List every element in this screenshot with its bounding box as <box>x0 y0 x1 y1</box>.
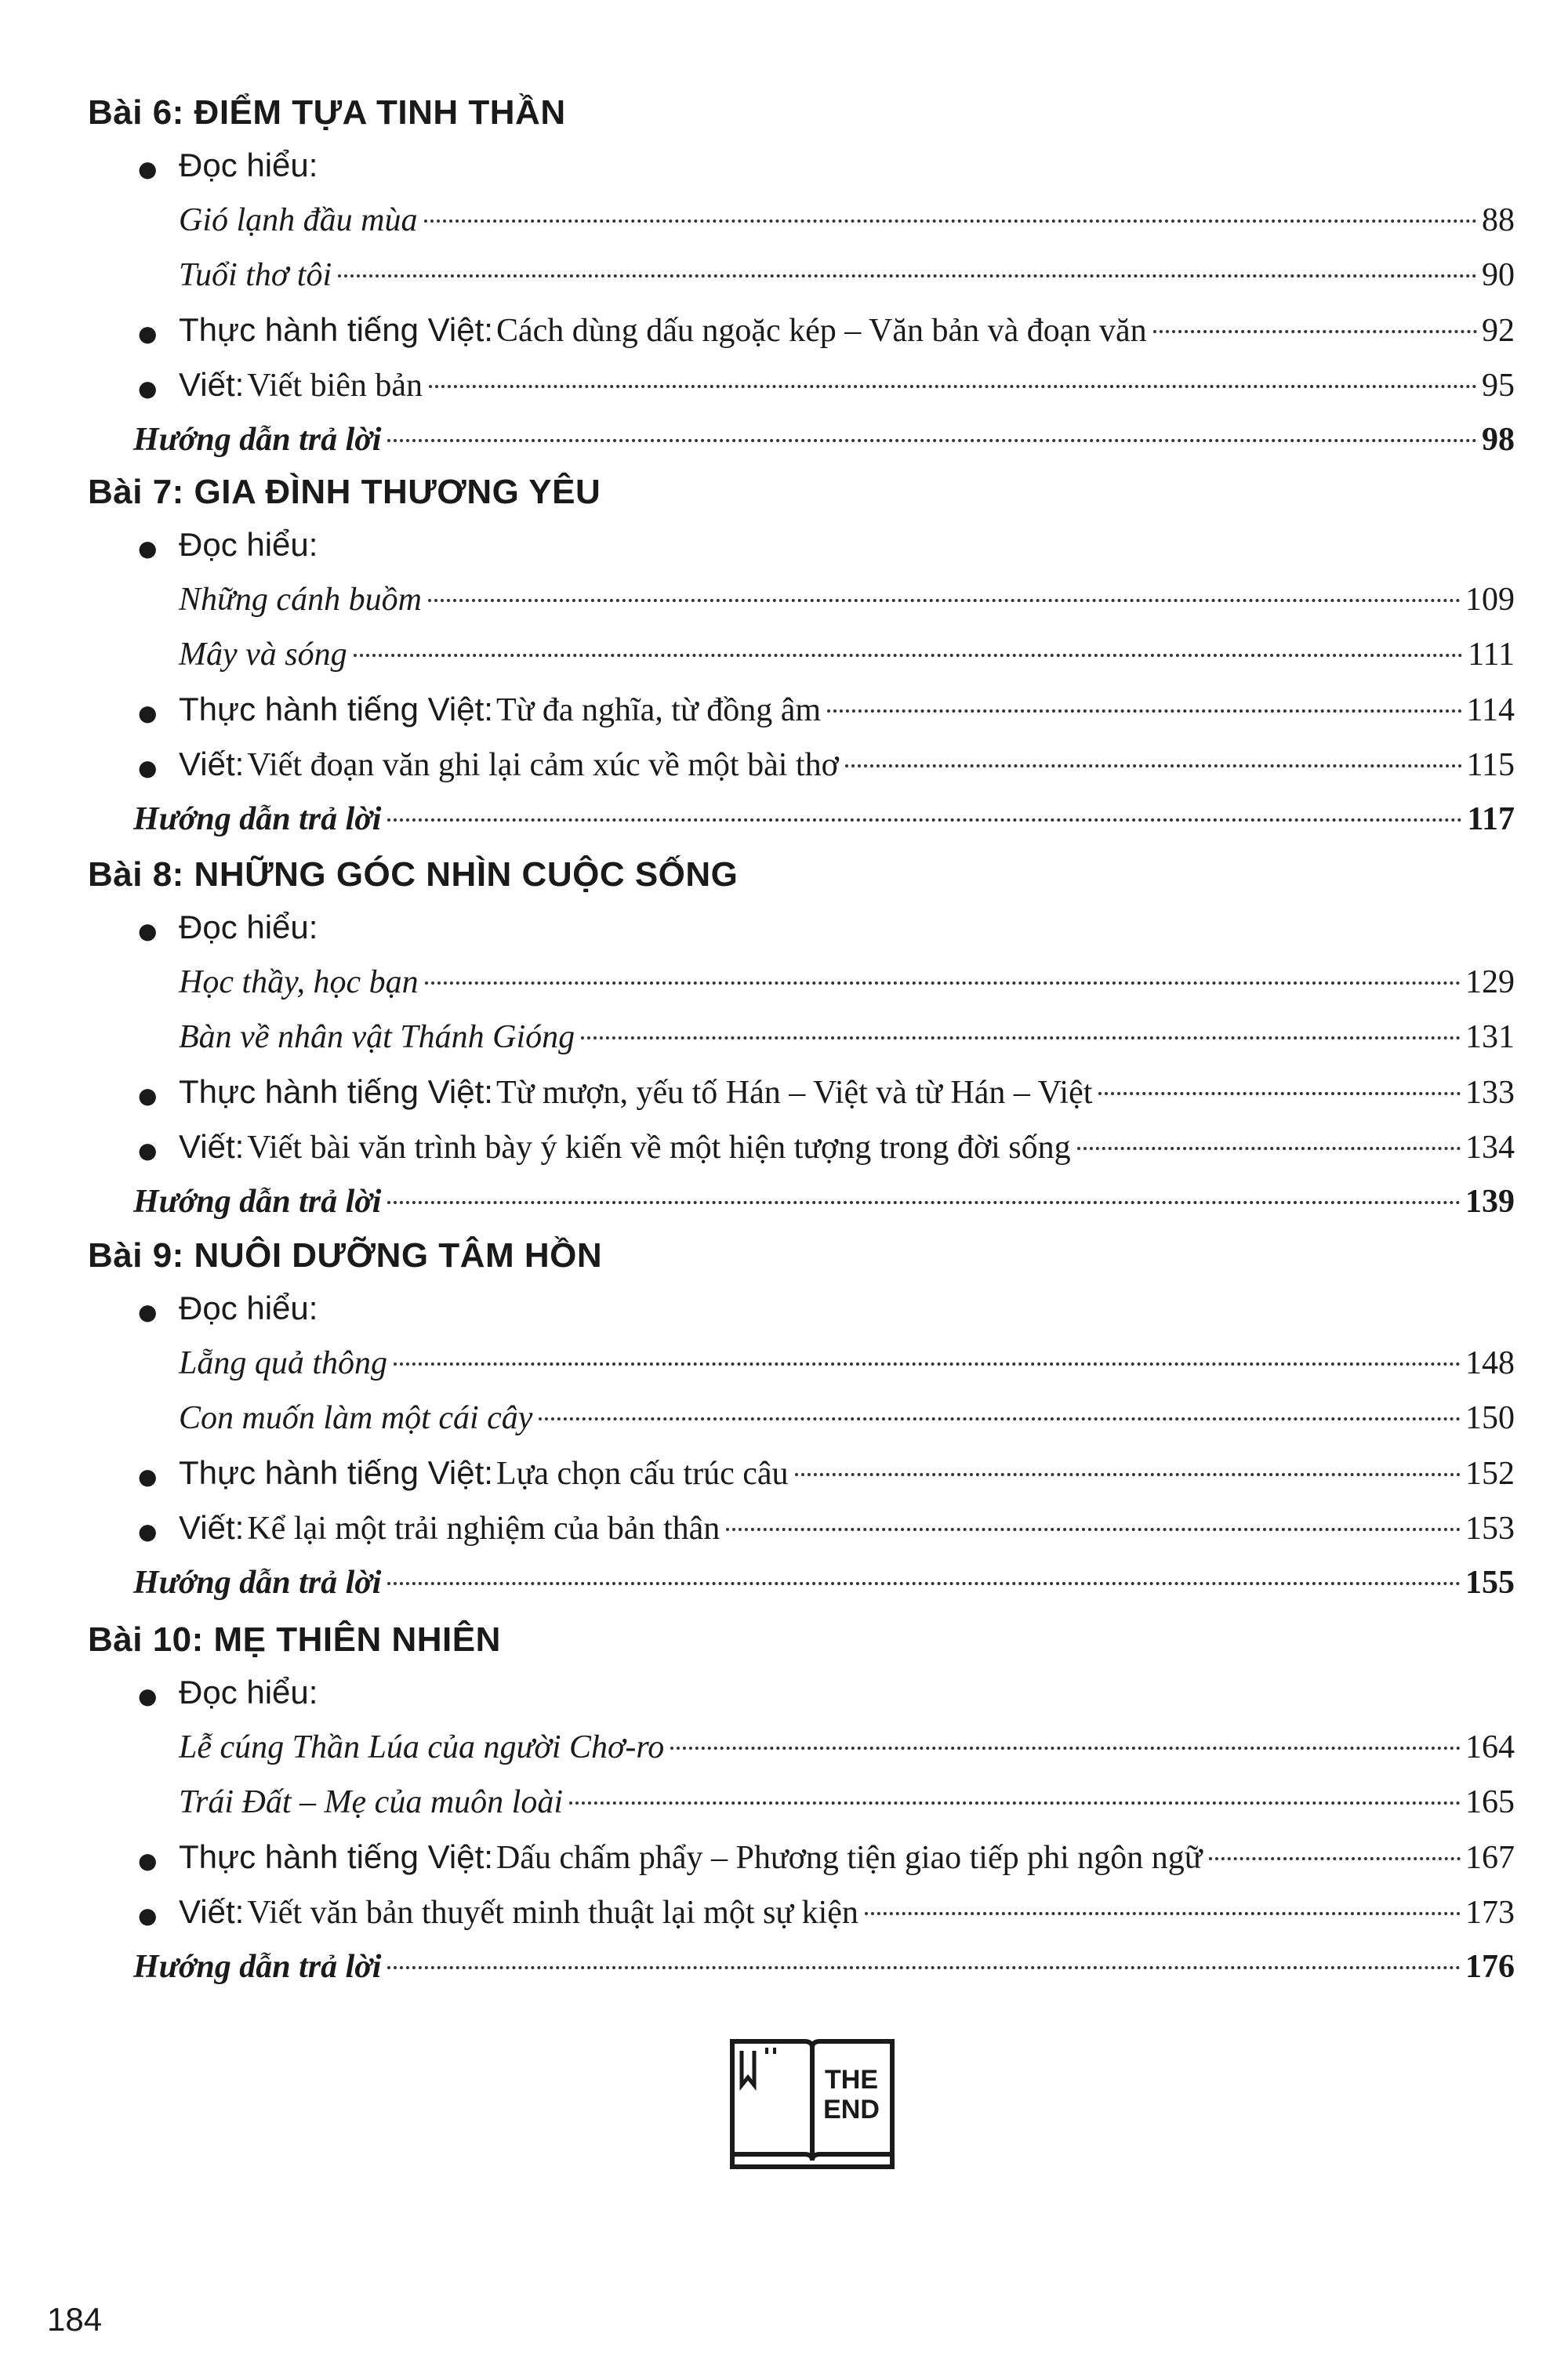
page-number: 92 <box>1482 313 1515 349</box>
bullet-icon: ● <box>138 1083 158 1108</box>
practice-label: Thực hành tiếng Việt: <box>179 691 493 727</box>
writing-text: Viết bài văn trình bày ý kiến về một hiện tượng trong đời sống <box>247 1130 1071 1166</box>
page-number: 153 <box>1465 1511 1515 1547</box>
practice-label: Thực hành tiếng Việt: <box>179 1838 493 1875</box>
toc-entry[interactable] <box>88 1775 1515 1830</box>
toc-entry-writing[interactable] <box>88 1885 1515 1939</box>
lesson-title: Bài 8: NHỮNG GÓC NHÌN CUỘC SỐNG <box>88 855 739 894</box>
toc-entry-writing[interactable] <box>88 737 1515 792</box>
entry-title: Học thầy, học bạn <box>179 964 419 1000</box>
dot-leader <box>425 981 1461 985</box>
page-number: 164 <box>1465 1729 1515 1765</box>
entry-title: Những cánh buồm <box>179 582 422 618</box>
dot-leader <box>795 1473 1461 1476</box>
entry-title: Gió lạnh đầu mùa <box>179 202 418 238</box>
dot-leader <box>387 439 1477 442</box>
end-line-2: END <box>823 2095 880 2124</box>
the-end-logo <box>728 2037 897 2172</box>
end-line-1: THE <box>825 2065 878 2095</box>
doc-hieu-label: Đọc hiểu: <box>179 147 318 183</box>
dot-leader <box>1209 1857 1461 1860</box>
doc-hieu-label: Đọc hiểu: <box>179 526 318 563</box>
dot-leader <box>424 220 1478 223</box>
answers-title: Hướng dẫn trả lời <box>133 1949 382 1985</box>
toc-entry-writing[interactable] <box>88 357 1515 412</box>
bullet-icon: ● <box>138 321 158 346</box>
toc-entry-practice[interactable] <box>88 682 1515 737</box>
doc-hieu-heading <box>88 138 1515 193</box>
dot-leader <box>670 1747 1461 1750</box>
practice-text: Lựa chọn cấu trúc câu <box>495 1456 789 1492</box>
page-number: 88 <box>1482 202 1515 238</box>
toc-entry-writing[interactable] <box>88 1500 1515 1555</box>
toc-entry-practice[interactable] <box>88 1446 1515 1500</box>
page-number: 90 <box>1482 257 1515 293</box>
page-number: 98 <box>1482 422 1515 458</box>
dot-leader <box>865 1912 1461 1915</box>
bullet-icon: ● <box>138 1137 158 1163</box>
writing-text: Kể lại một trải nghiệm của bản thân <box>247 1511 720 1547</box>
lesson-title: Bài 7: GIA ĐÌNH THƯƠNG YÊU <box>88 473 601 511</box>
dot-leader <box>387 818 1462 822</box>
writing-label: Viết: <box>179 1893 245 1930</box>
entry-title: Trái Đất – Mẹ của muôn loài <box>179 1784 563 1820</box>
practice-text: Cách dùng dấu ngoặc kép – Văn bản và đoạn văn <box>495 313 1147 349</box>
entry-title: Tuổi thơ tôi <box>179 257 332 293</box>
entry-title: Lẵng quả thông <box>179 1345 388 1381</box>
bullet-icon: ● <box>138 755 158 781</box>
page-number: 173 <box>1465 1895 1515 1931</box>
page-number: 129 <box>1465 964 1515 1000</box>
dot-leader <box>1077 1147 1461 1150</box>
dot-leader <box>387 1201 1461 1204</box>
bullet-icon: ● <box>138 1903 158 1928</box>
writing-label: Viết: <box>179 1128 245 1165</box>
page-number: 111 <box>1468 637 1515 673</box>
practice-text: Dấu chấm phẩy – Phương tiện giao tiếp phi ngôn ngữ <box>495 1840 1203 1876</box>
practice-label: Thực hành tiếng Việt: <box>179 311 493 348</box>
toc-entry[interactable] <box>88 1391 1515 1446</box>
lesson-title: Bài 6: ĐIỂM TỰA TINH THẦN <box>88 93 566 132</box>
dot-leader <box>827 709 1461 713</box>
dot-leader <box>387 1966 1461 1969</box>
doc-hieu-heading <box>88 1665 1515 1720</box>
writing-text: Viết đoạn văn ghi lại cảm xúc về một bài thơ <box>247 747 839 783</box>
page-number: 115 <box>1466 747 1515 783</box>
page-number: 165 <box>1465 1784 1515 1820</box>
bullet-icon: ● <box>138 700 158 726</box>
bullet-icon: ● <box>138 376 158 401</box>
toc-entry-practice[interactable] <box>88 303 1515 357</box>
toc-entry[interactable] <box>88 248 1515 303</box>
doc-hieu-heading <box>88 900 1515 955</box>
writing-text: Viết biên bản <box>247 368 423 404</box>
dot-leader <box>845 764 1462 767</box>
entry-title: Con muốn làm một cái cây <box>179 1400 533 1436</box>
toc-entry-answers[interactable] <box>88 1174 1515 1229</box>
doc-hieu-heading <box>88 1281 1515 1336</box>
bullet-icon: ● <box>138 1683 158 1709</box>
practice-text: Từ đa nghĩa, từ đồng âm <box>495 692 822 728</box>
entry-title: Bàn về nhân vật Thánh Gióng <box>179 1019 575 1055</box>
writing-text: Viết văn bản thuyết minh thuật lại một sự kiện <box>247 1895 858 1931</box>
page-number: 150 <box>1465 1400 1515 1436</box>
toc-entry[interactable] <box>88 627 1515 682</box>
page-number: 148 <box>1465 1345 1515 1381</box>
doc-hieu-label: Đọc hiểu: <box>179 909 318 945</box>
page-number: 152 <box>1465 1456 1515 1492</box>
bullet-icon: ● <box>138 1518 158 1544</box>
dot-leader <box>1098 1092 1461 1095</box>
lesson-6 <box>88 88 1515 467</box>
toc-entry[interactable] <box>88 1010 1515 1065</box>
bullet-icon: ● <box>138 1299 158 1325</box>
toc-entry-answers[interactable] <box>88 412 1515 467</box>
bullet-icon: ● <box>138 1464 158 1489</box>
toc-entry-answers[interactable] <box>88 792 1515 847</box>
page-number: 133 <box>1465 1075 1515 1111</box>
writing-label: Viết: <box>179 746 245 782</box>
dot-leader <box>429 385 1477 388</box>
toc-entry-answers[interactable] <box>88 1555 1515 1610</box>
toc-entry-writing[interactable] <box>88 1119 1515 1174</box>
toc-entry[interactable] <box>88 1336 1515 1391</box>
doc-hieu-label: Đọc hiểu: <box>179 1290 318 1326</box>
writing-label: Viết: <box>179 366 245 403</box>
lesson-8 <box>88 850 1515 1229</box>
toc-entry[interactable] <box>88 193 1515 248</box>
dot-leader <box>1153 330 1477 333</box>
page-number: 114 <box>1466 692 1515 728</box>
page-number: 176 <box>1465 1949 1515 1985</box>
lesson-title: Bài 10: MẸ THIÊN NHIÊN <box>88 1620 501 1659</box>
lesson-7 <box>88 467 1515 847</box>
page-number: 167 <box>1465 1840 1515 1876</box>
answers-title: Hướng dẫn trả lời <box>133 422 382 458</box>
writing-label: Viết: <box>179 1509 245 1546</box>
page-number: 95 <box>1482 368 1515 404</box>
page-number: 155 <box>1465 1565 1515 1601</box>
answers-title: Hướng dẫn trả lời <box>133 1184 382 1220</box>
dot-leader <box>394 1362 1461 1366</box>
page-folio: 184 <box>47 2301 103 2338</box>
dot-leader <box>581 1036 1461 1039</box>
entry-title: Lễ cúng Thần Lúa của người Chơ-ro <box>179 1729 665 1765</box>
dot-leader <box>354 654 1463 657</box>
page-number: 109 <box>1465 582 1515 618</box>
bullet-icon: ● <box>138 156 158 182</box>
dot-leader <box>338 274 1477 278</box>
practice-label: Thực hành tiếng Việt: <box>179 1073 493 1110</box>
dot-leader <box>428 599 1461 602</box>
toc-entry-practice[interactable] <box>88 1830 1515 1885</box>
lesson-title: Bài 9: NUÔI DƯỠNG TÂM HỒN <box>88 1236 603 1275</box>
bullet-icon: ● <box>138 535 158 561</box>
doc-hieu-label: Đọc hiểu: <box>179 1674 318 1711</box>
bullet-icon: ● <box>138 918 158 944</box>
toc-entry-answers[interactable] <box>88 1939 1515 1994</box>
dot-leader <box>539 1417 1461 1420</box>
doc-hieu-heading <box>88 517 1515 572</box>
practice-label: Thực hành tiếng Việt: <box>179 1454 493 1491</box>
lesson-9 <box>88 1231 1515 1610</box>
page-number: 134 <box>1465 1130 1515 1166</box>
dot-leader <box>387 1582 1461 1585</box>
toc-entry[interactable] <box>88 1720 1515 1775</box>
toc-entry-practice[interactable] <box>88 1065 1515 1119</box>
toc-entry[interactable] <box>88 955 1515 1010</box>
page-number: 131 <box>1465 1019 1515 1055</box>
dot-leader <box>726 1528 1461 1531</box>
practice-text: Từ mượn, yếu tố Hán – Việt và từ Hán – Việt <box>495 1075 1093 1111</box>
page-number: 139 <box>1465 1184 1515 1220</box>
answers-title: Hướng dẫn trả lời <box>133 801 382 837</box>
lesson-10 <box>88 1615 1515 1994</box>
entry-title: Mây và sóng <box>179 637 347 673</box>
bullet-icon: ● <box>138 1848 158 1874</box>
page-number: 117 <box>1467 801 1515 837</box>
answers-title: Hướng dẫn trả lời <box>133 1565 382 1601</box>
dot-leader <box>569 1801 1461 1805</box>
toc-entry[interactable] <box>88 572 1515 627</box>
